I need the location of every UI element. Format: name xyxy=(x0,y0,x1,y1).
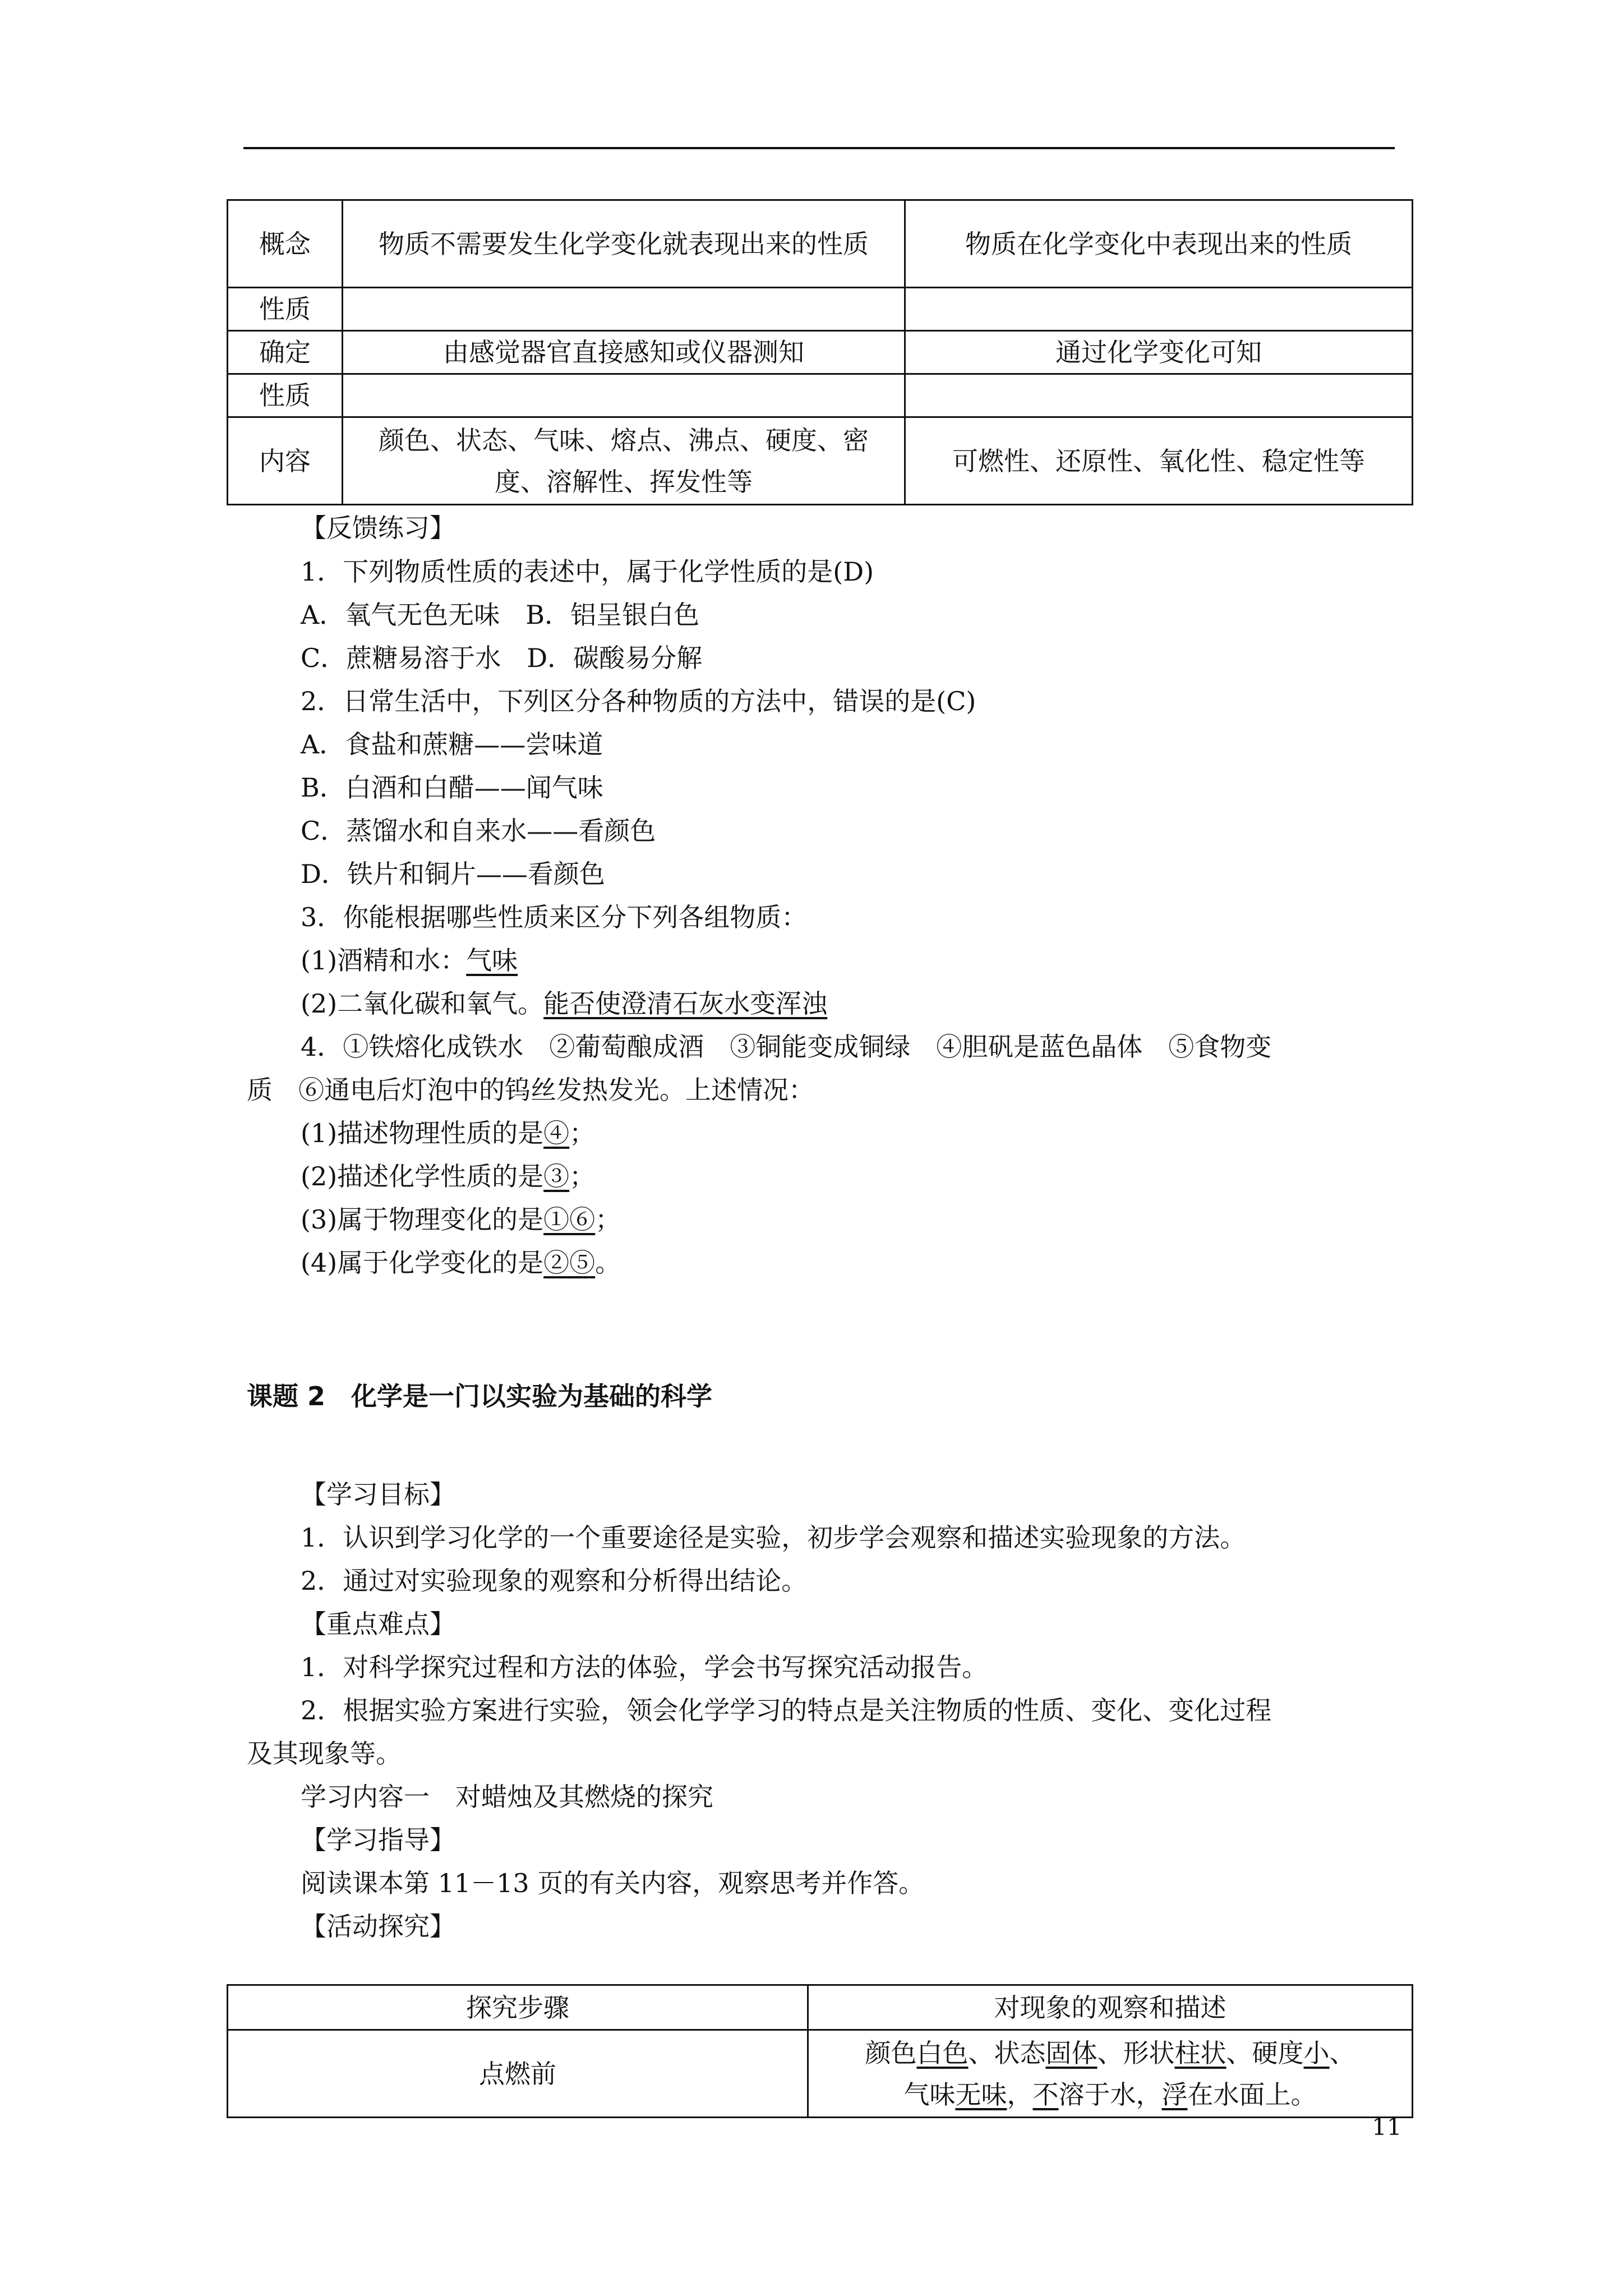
physical-property-cell xyxy=(343,200,905,288)
table-row xyxy=(228,288,1413,331)
properties-table xyxy=(227,199,1413,505)
row-label: 性质 xyxy=(228,374,343,417)
question-2-option-a: A．食盐和蔗糖——尝味道 xyxy=(301,729,603,760)
obs-answer: 不 xyxy=(1032,2079,1059,2110)
question-4-part-2 xyxy=(301,1159,595,1194)
question-3-part-2 xyxy=(301,986,827,1021)
obs-answer: 白色 xyxy=(916,2037,969,2068)
question-4: 4．①铁熔化成铁水 ②葡萄酿成酒 ③铜能变成铜绿 ④胆矾是蓝色晶体 ⑤食物变 xyxy=(301,1032,1272,1062)
guide-title: 【学习指导】 xyxy=(301,1825,455,1855)
goal-2: 2．通过对实验现象的观察和分析得出结论。 xyxy=(301,1566,808,1596)
step-cell: 点燃前 xyxy=(228,2030,808,2118)
punctuation: ； xyxy=(595,1204,621,1235)
obs-text: 、硬度 xyxy=(1226,2037,1304,2068)
table-row xyxy=(228,200,1413,288)
prompt-text: (2)二氧化碳和氧气。 xyxy=(301,988,544,1019)
observation-line-1 xyxy=(818,2032,1403,2074)
prompt-text: (3)属于物理变化的是 xyxy=(301,1204,544,1235)
table-row xyxy=(228,2030,1413,2118)
question-4-continued: 质 ⑥通电后灯泡中的钨丝发热发光。上述情况： xyxy=(247,1075,814,1105)
answer-text: ②⑤ xyxy=(543,1248,596,1278)
obs-answer: 固体 xyxy=(1045,2037,1098,2068)
obs-text: 溶于水， xyxy=(1058,2079,1162,2110)
row-label: 确定 xyxy=(228,331,343,374)
answer-text: ①⑥ xyxy=(543,1204,596,1235)
cell-text: 物质不需要发生化学变化就表现出来的性质 xyxy=(379,228,869,259)
question-2: 2．日常生活中，下列区分各种物质的方法中，错误的是(C) xyxy=(301,686,976,716)
obs-text: 、状态 xyxy=(968,2037,1046,2068)
observation-line-2 xyxy=(818,2074,1403,2115)
key-point-2-continued: 及其现象等。 xyxy=(247,1738,402,1769)
question-4-part-3 xyxy=(301,1202,621,1237)
question-2-option-c: C．蒸馏水和自来水——看颜色 xyxy=(301,816,656,846)
activity-title: 【活动探究】 xyxy=(301,1911,455,1941)
obs-text: 、形状 xyxy=(1097,2037,1175,2068)
physical-property-cell xyxy=(343,417,905,505)
header-observation: 对现象的观察和描述 xyxy=(808,1985,1413,2030)
chemical-property-cell: 可燃性、还原性、氧化性、稳定性等 xyxy=(905,417,1413,505)
key-point-2: 2．根据实验方案进行实验，领会化学学习的特点是关注物质的性质、变化、变化过程 xyxy=(301,1695,1272,1726)
key-points-title: 【重点难点】 xyxy=(301,1609,455,1639)
chemical-property-cell xyxy=(905,288,1413,331)
question-1-options-cd: C．蔗糖易溶于水 D．碳酸易分解 xyxy=(301,643,703,673)
page-number: 11 xyxy=(1372,2113,1402,2141)
physical-property-cell xyxy=(343,288,905,331)
punctuation: ； xyxy=(569,1161,596,1191)
chemical-property-cell: 物质在化学变化中表现出来的性质 xyxy=(905,200,1413,288)
table-row xyxy=(228,374,1413,417)
question-4-part-4 xyxy=(301,1245,621,1280)
answer-text: ③ xyxy=(543,1161,570,1191)
obs-text: 在水面上。 xyxy=(1187,2079,1317,2110)
prompt-text: (2)描述化学性质的是 xyxy=(301,1161,544,1191)
cell-text: 颜色、状态、气味、熔点、沸点、硬度、密度、溶解性、挥发性等 xyxy=(379,425,869,497)
feedback-title: 【反馈练习】 xyxy=(301,513,455,543)
table-row xyxy=(228,331,1413,374)
table-header-row xyxy=(228,1985,1413,2030)
punctuation: ； xyxy=(569,1118,596,1148)
obs-text: 、 xyxy=(1329,2037,1355,2068)
prompt-text: (1)酒精和水： xyxy=(301,945,467,976)
table-row xyxy=(228,417,1413,505)
answer-text: 气味 xyxy=(466,945,518,976)
chemical-property-cell xyxy=(905,374,1413,417)
answer-text: ④ xyxy=(543,1118,570,1148)
question-1-options-ab: A．氧气无色无味 B．铝呈银白色 xyxy=(301,600,700,630)
lesson-title: 课题 2 化学是一门以实验为基础的科学 xyxy=(247,1381,713,1411)
row-label: 概念 xyxy=(228,200,343,288)
question-1: 1．下列物质性质的表述中，属于化学性质的是(D) xyxy=(301,556,874,587)
question-4-part-1 xyxy=(301,1116,595,1151)
obs-answer: 柱状 xyxy=(1174,2037,1227,2068)
question-3: 3．你能根据哪些性质来区分下列各组物质： xyxy=(301,902,808,932)
row-label: 内容 xyxy=(228,417,343,505)
answer-text: 能否使澄清石灰水变浑浊 xyxy=(543,988,828,1019)
obs-answer: 无味 xyxy=(955,2079,1007,2110)
obs-answer: 小 xyxy=(1303,2037,1330,2068)
learning-content-1: 学习内容一 对蜡烛及其燃烧的探究 xyxy=(301,1782,713,1812)
physical-property-cell: 由感觉器官直接感知或仪器测知 xyxy=(343,331,905,374)
obs-text: ， xyxy=(1007,2079,1033,2110)
guide-text: 阅读课本第 11－13 页的有关内容，观察思考并作答。 xyxy=(301,1868,925,1898)
header-rule xyxy=(243,147,1395,149)
observation-cell xyxy=(808,2030,1413,2118)
goals-title: 【学习目标】 xyxy=(301,1479,455,1510)
row-label: 性质 xyxy=(228,288,343,331)
obs-answer: 浮 xyxy=(1161,2079,1188,2110)
obs-text: 颜色 xyxy=(865,2037,917,2068)
punctuation: 。 xyxy=(595,1248,621,1278)
prompt-text: (4)属于化学变化的是 xyxy=(301,1248,544,1278)
chemical-property-cell: 通过化学变化可知 xyxy=(905,331,1413,374)
goal-1: 1．认识到学习化学的一个重要途径是实验，初步学会观察和描述实验现象的方法。 xyxy=(301,1522,1246,1553)
obs-text: 气味 xyxy=(903,2079,956,2110)
exploration-table xyxy=(227,1984,1413,2118)
question-2-option-b: B．白酒和白醋——闻气味 xyxy=(301,772,603,803)
header-step: 探究步骤 xyxy=(228,1985,808,2030)
question-2-option-d: D．铁片和铜片——看颜色 xyxy=(301,859,605,889)
key-point-1: 1．对科学探究过程和方法的体验，学会书写探究活动报告。 xyxy=(301,1652,988,1682)
prompt-text: (1)描述物理性质的是 xyxy=(301,1118,544,1148)
physical-property-cell xyxy=(343,374,905,417)
question-3-part-1 xyxy=(301,943,518,978)
